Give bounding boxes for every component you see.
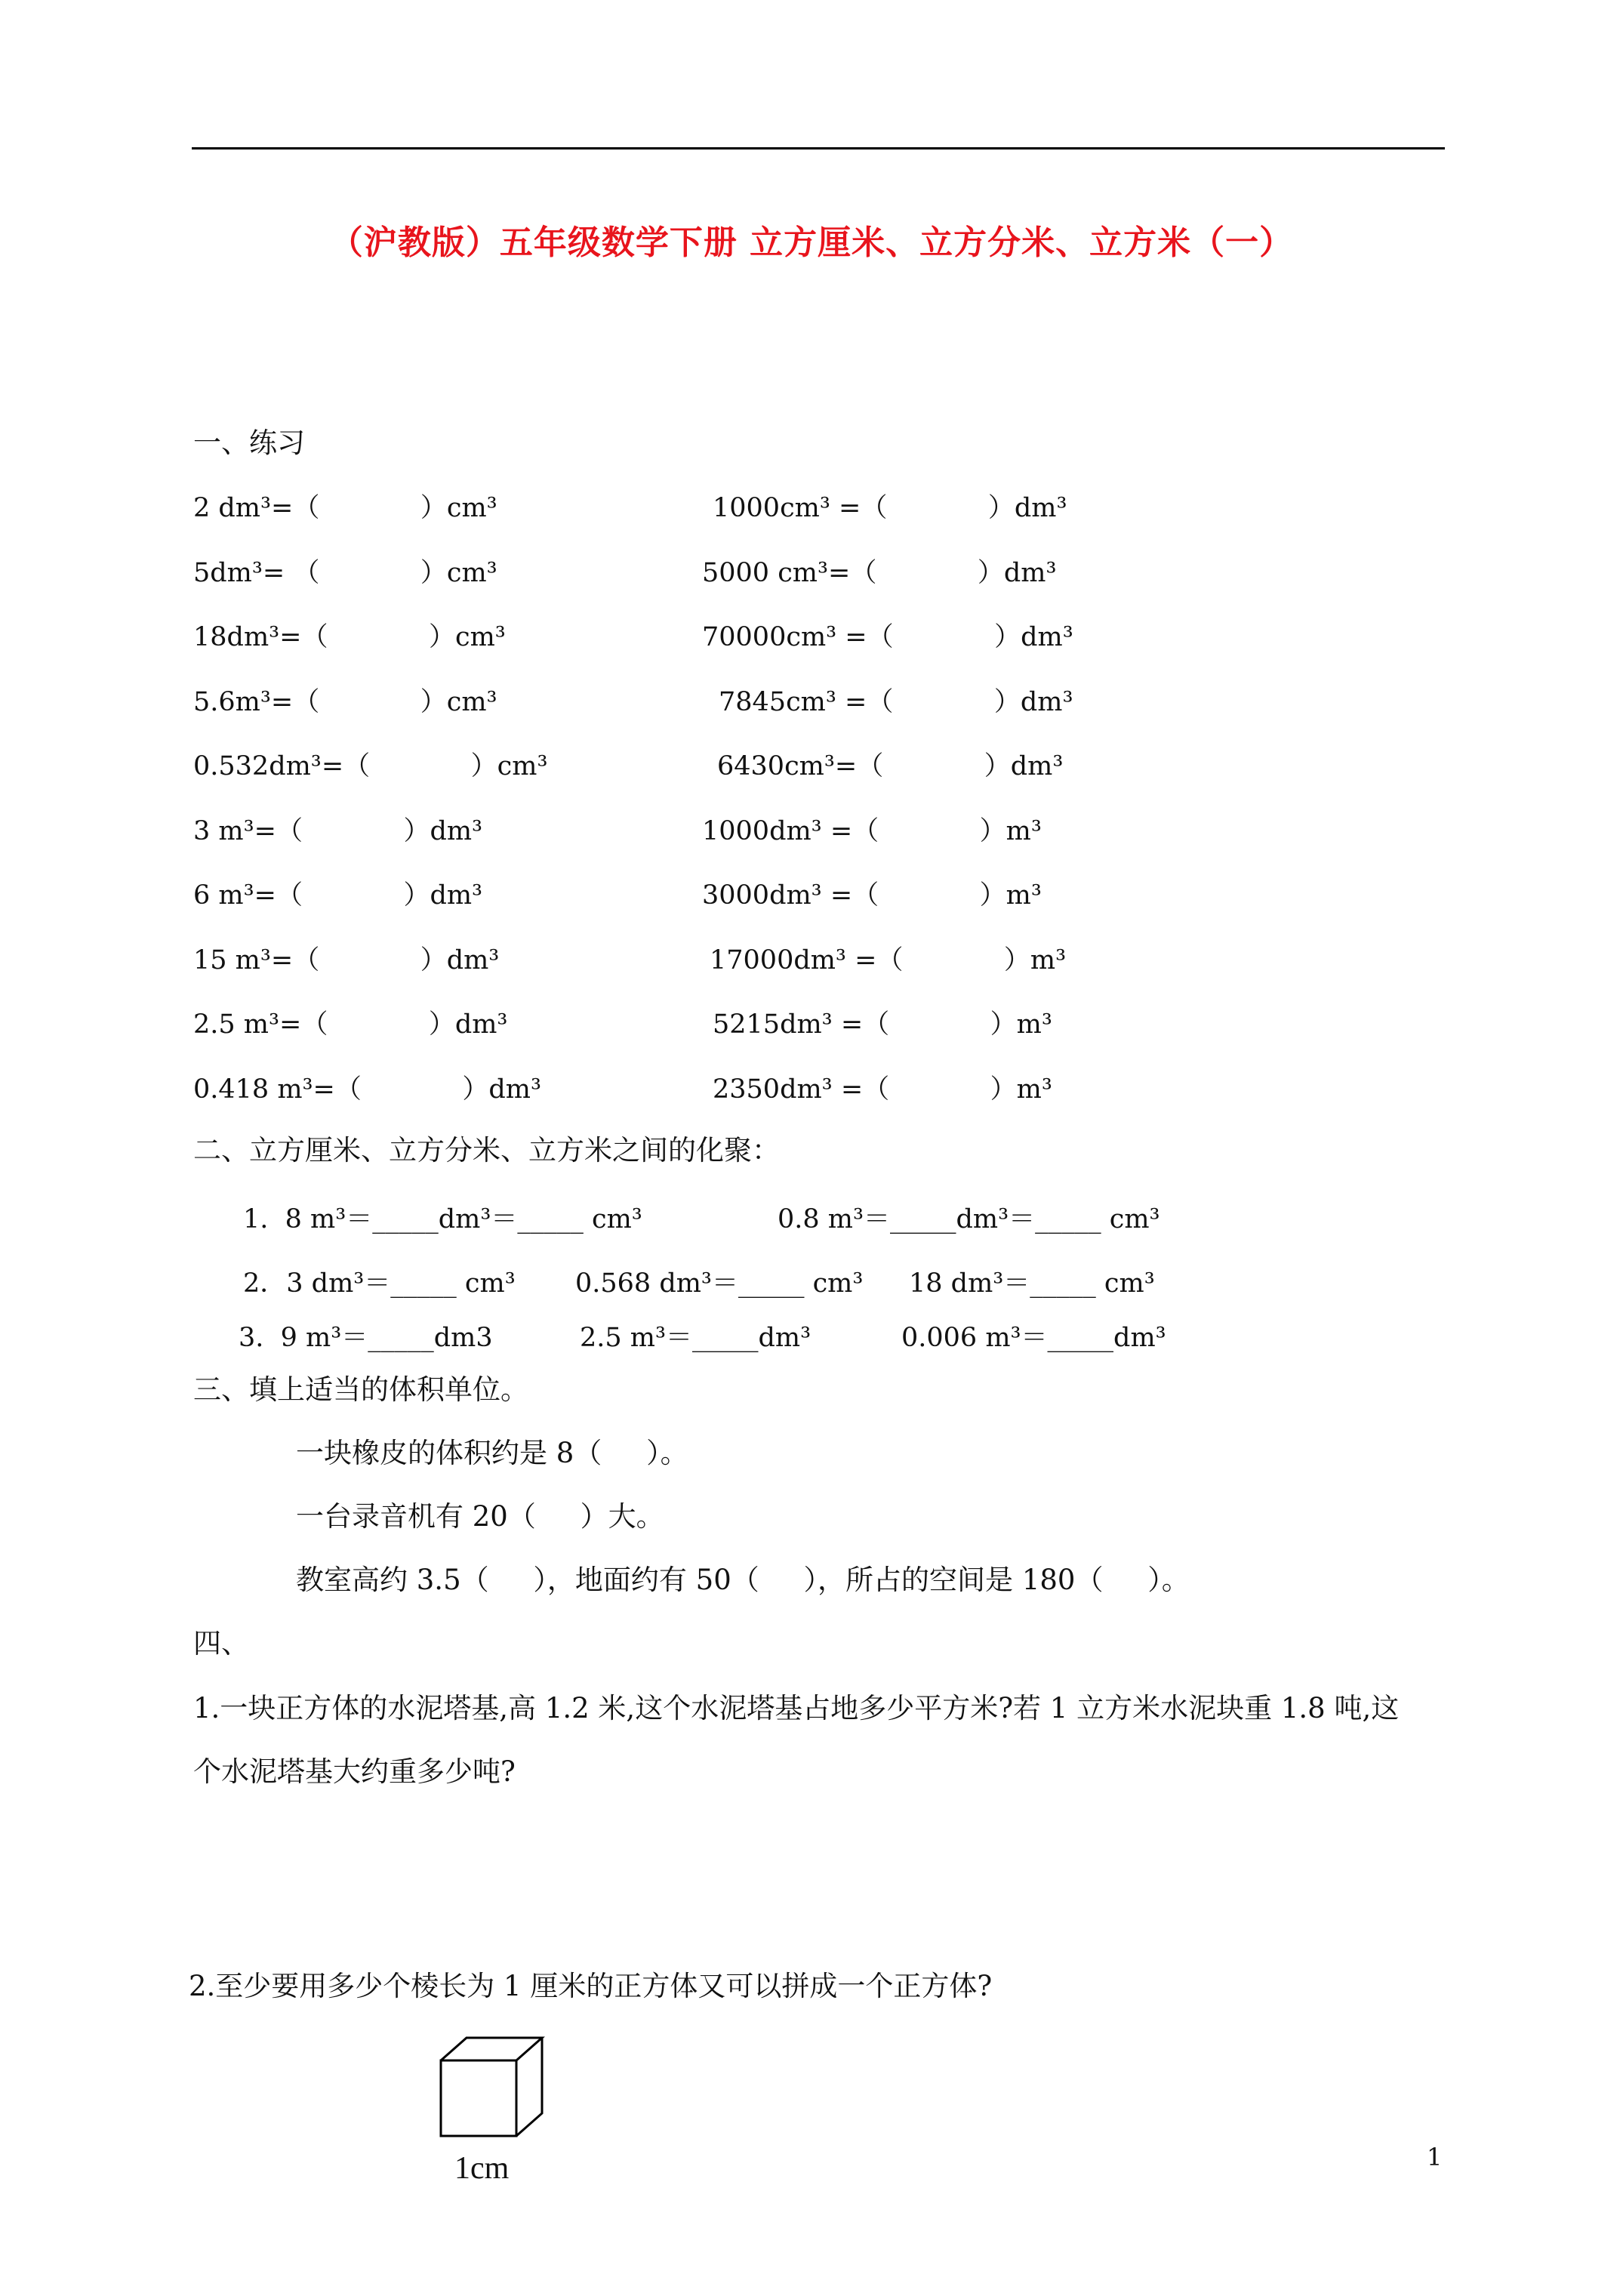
unit-item-1: 一块橡皮的体积约是 8（ ）。 — [296, 1437, 688, 1469]
practice-item-right-3: 70000cm³ =（ ）dm³ — [702, 622, 1073, 652]
cube-figure — [438, 2035, 547, 2140]
section-heading-practice: 一、练习 — [193, 427, 305, 459]
problem-2: 2.至少要用多少个棱长为 1 厘米的正方体又可以拼成一个正方体? — [189, 1970, 993, 2002]
problem-1-line-1: 1.一块正方体的水泥塔基,高 1.2 米,这个水泥塔基占地多少平方米?若 1 立方米水泥块重 1.8 吨,这 — [193, 1692, 1400, 1724]
page-title: （沪教版）五年级数学下册 立方厘米、立方分米、立方米（一） — [329, 223, 1294, 262]
unit-item-3: 教室高约 3.5（ ），地面约有 50（ ），所占的空间是 180（ ）。 — [296, 1564, 1190, 1596]
practice-item-right-9: 5215dm³ =（ ）m³ — [713, 1009, 1052, 1040]
practice-item-right-6: 1000dm³ =（ ）m³ — [702, 816, 1042, 846]
conversion-line-2c: 18 dm³＝_____ cm³ — [909, 1268, 1155, 1299]
conversion-line-3c: 0.006 m³＝_____dm³ — [901, 1323, 1166, 1353]
practice-item-left-9: 2.5 m³=（ ）dm³ — [193, 1009, 508, 1040]
conversion-line-2a: 2．3 dm³＝_____ cm³ — [243, 1268, 516, 1299]
practice-item-right-2: 5000 cm³=（ ）dm³ — [702, 558, 1057, 588]
cube-caption: 1cm — [454, 2151, 510, 2186]
section-heading-units: 三、填上适当的体积单位。 — [193, 1373, 528, 1406]
practice-item-left-4: 5.6m³=（ ）cm³ — [193, 687, 497, 717]
practice-item-left-6: 3 m³=（ ）dm³ — [193, 816, 483, 846]
conversion-line-3b: 2.5 m³＝_____dm³ — [580, 1323, 812, 1353]
section-heading-conversion: 二、立方厘米、立方分米、立方米之间的化聚： — [193, 1134, 780, 1166]
header-rule — [192, 147, 1445, 149]
practice-item-left-1: 2 dm³=（ ）cm³ — [193, 493, 497, 523]
practice-item-left-5: 0.532dm³=（ ）cm³ — [193, 751, 548, 781]
practice-item-right-5: 6430cm³=（ ）dm³ — [717, 751, 1064, 781]
practice-item-right-10: 2350dm³ =（ ）m³ — [713, 1074, 1052, 1105]
practice-item-left-2: 5dm³= （ ）cm³ — [193, 558, 497, 588]
conversion-line-1b: 0.8 m³＝_____dm³＝_____ cm³ — [778, 1204, 1160, 1234]
practice-item-left-10: 0.418 m³=（ ）dm³ — [193, 1074, 541, 1105]
practice-item-right-8: 17000dm³ =（ ）m³ — [710, 945, 1067, 975]
practice-item-left-8: 15 m³=（ ）dm³ — [193, 945, 500, 975]
practice-item-right-7: 3000dm³ =（ ）m³ — [702, 880, 1042, 911]
unit-item-2: 一台录音机有 20（ ）大。 — [296, 1500, 664, 1533]
page-number: 1 — [1427, 2143, 1443, 2171]
practice-item-left-7: 6 m³=（ ）dm³ — [193, 880, 483, 911]
conversion-line-1a: 1. 8 m³＝_____dm³＝_____ cm³ — [243, 1204, 642, 1234]
practice-item-right-1: 1000cm³ =（ ）dm³ — [713, 493, 1067, 523]
problem-1-line-2: 个水泥塔基大约重多少吨? — [193, 1755, 516, 1788]
section-heading-problems: 四、 — [193, 1627, 249, 1660]
conversion-line-3a: 3. 9 m³＝_____dm3 — [239, 1323, 493, 1353]
practice-item-right-4: 7845cm³ =（ ）dm³ — [719, 687, 1073, 717]
conversion-line-2b: 0.568 dm³＝_____ cm³ — [575, 1268, 864, 1299]
practice-item-left-3: 18dm³=（ ）cm³ — [193, 622, 506, 652]
